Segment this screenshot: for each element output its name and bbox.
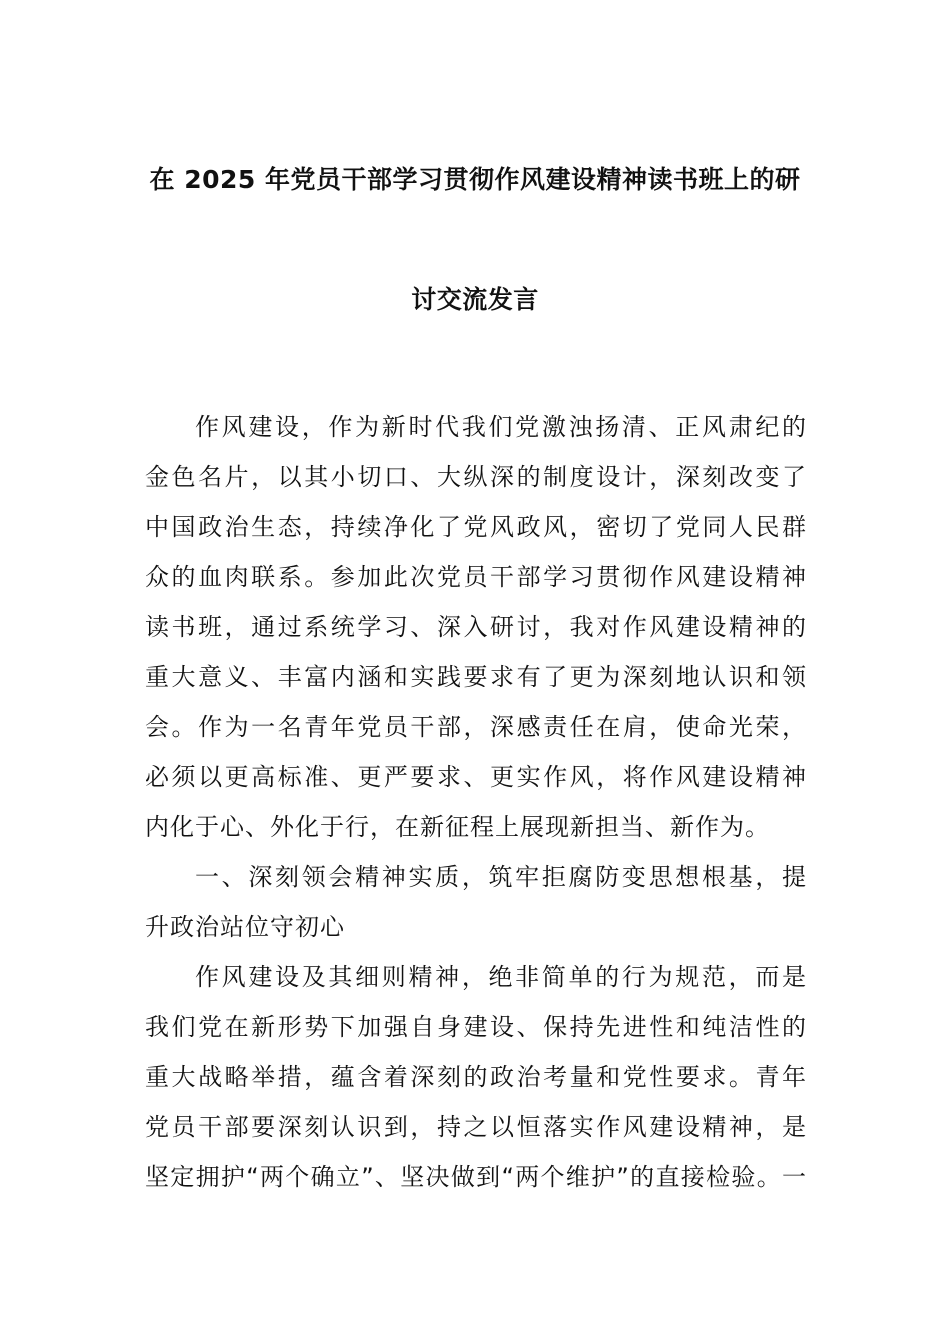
document-body (145, 402, 807, 1202)
body-line: 金色名片，以其小切口、大纵深的制度设计，深刻改变了 (145, 463, 807, 491)
body-line: 作风建设及其细则精神，绝非简单的行为规范，而是 (195, 963, 807, 991)
document-title-line-1: 在 2025 年党员干部学习贯彻作风建设精神读书班上的研 (149, 165, 801, 194)
body-line: 读书班，通过系统学习、深入研讨，我对作风建设精神的 (145, 613, 807, 641)
body-line: 坚定拥护“两个确立”、坚决做到“两个维护”的直接检验。一 (145, 1163, 807, 1191)
document-title-line-2: 讨交流发言 (411, 285, 539, 314)
body-line: 作风建设，作为新时代我们党激浊扬清、正风肃纪的 (195, 413, 807, 441)
body-line: 内化于心、外化于行，在新征程上展现新担当、新作为。 (145, 813, 770, 841)
body-line: 中国政治生态，持续净化了党风政风，密切了党同人民群 (145, 513, 807, 541)
body-line: 重大意义、丰富内涵和实践要求有了更为深刻地认识和领 (145, 663, 807, 691)
section-heading-line: 升政治站位守初心 (145, 913, 345, 941)
body-line: 党员干部要深刻认识到，持之以恒落实作风建设精神，是 (145, 1113, 807, 1141)
body-line: 重大战略举措，蕴含着深刻的政治考量和党性要求。青年 (145, 1063, 807, 1091)
body-line: 必须以更高标准、更严要求、更实作风，将作风建设精神 (145, 763, 807, 791)
body-line: 众的血肉联系。参加此次党员干部学习贯彻作风建设精神 (145, 563, 807, 591)
section-heading-line: 一、深刻领会精神实质，筑牢拒腐防变思想根基，提 (195, 863, 807, 891)
body-line: 我们党在新形势下加强自身建设、保持先进性和纯洁性的 (145, 1013, 807, 1041)
body-line: 会。作为一名青年党员干部，深感责任在肩，使命光荣， (145, 713, 807, 741)
